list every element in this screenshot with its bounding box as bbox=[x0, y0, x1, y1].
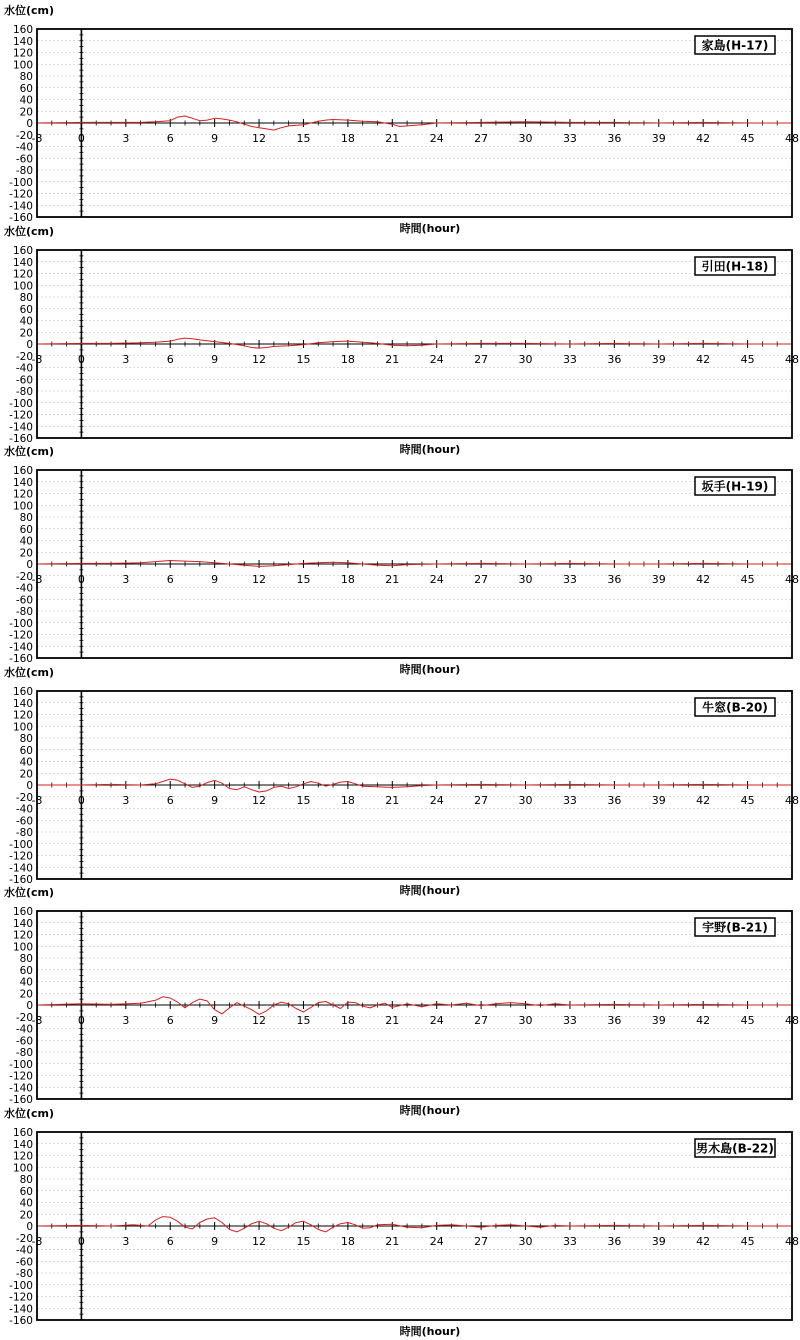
x-tick-label: 9 bbox=[211, 353, 219, 366]
x-tick-label: 9 bbox=[211, 132, 219, 145]
x-tick-label: 9 bbox=[211, 794, 219, 807]
y-tick-label: -80 bbox=[15, 827, 33, 839]
x-axis-label: 時間(hour) bbox=[399, 884, 461, 897]
x-tick-label: 33 bbox=[562, 1014, 577, 1027]
y-tick-label: 0 bbox=[26, 118, 33, 130]
x-tick-label: 21 bbox=[385, 1014, 400, 1027]
x-tick-label: 27 bbox=[474, 1235, 489, 1248]
x-tick-label: 39 bbox=[651, 794, 666, 807]
y-tick-label: 20 bbox=[19, 768, 33, 781]
y-tick-label: 100 bbox=[12, 941, 33, 954]
x-tick-label: -3 bbox=[31, 1014, 43, 1027]
x-tick-label: 21 bbox=[385, 353, 400, 366]
y-tick-label: -60 bbox=[15, 374, 33, 387]
x-tick-label: 15 bbox=[296, 1235, 311, 1248]
x-tick-label: 48 bbox=[785, 132, 799, 145]
y-tick-label: -100 bbox=[9, 617, 33, 630]
y-tick-label: -160 bbox=[9, 1315, 33, 1327]
y-tick-label: -80 bbox=[15, 1047, 33, 1059]
station-label: 引田(H-18) bbox=[701, 259, 769, 274]
x-tick-label: 27 bbox=[474, 132, 489, 145]
y-tick-label: 0 bbox=[26, 780, 33, 792]
x-tick-label: -3 bbox=[31, 132, 43, 145]
x-tick-label: 18 bbox=[340, 794, 355, 807]
x-tick-label: 45 bbox=[740, 1235, 755, 1248]
station-label: 家島(H-17) bbox=[701, 38, 769, 53]
x-tick-label: 0 bbox=[77, 794, 85, 807]
chart-panel-2 bbox=[4, 224, 799, 456]
y-tick-label: -140 bbox=[9, 421, 33, 434]
station-label: 牛窓(B-20) bbox=[702, 700, 768, 715]
x-tick-label: 48 bbox=[785, 1235, 799, 1248]
x-tick-label: 42 bbox=[696, 573, 711, 586]
y-tick-label: -120 bbox=[9, 850, 33, 863]
x-tick-label: 30 bbox=[518, 132, 533, 145]
x-tick-label: 48 bbox=[785, 573, 799, 586]
x-tick-label: 12 bbox=[252, 132, 267, 145]
y-tick-label: 80 bbox=[19, 953, 33, 965]
y-tick-label: 80 bbox=[19, 512, 33, 524]
y-tick-label: -160 bbox=[9, 1094, 33, 1106]
y-tick-label: 160 bbox=[12, 24, 33, 36]
x-tick-label: 18 bbox=[340, 573, 355, 586]
x-tick-label: 0 bbox=[77, 132, 85, 145]
x-tick-label: 3 bbox=[122, 794, 130, 807]
y-tick-label: -40 bbox=[15, 1244, 33, 1257]
y-tick-label: -20 bbox=[15, 570, 33, 583]
y-tick-label: -100 bbox=[9, 838, 33, 851]
x-axis-label: 時間(hour) bbox=[399, 222, 461, 235]
y-tick-label: 40 bbox=[19, 315, 33, 328]
x-tick-label: 27 bbox=[474, 1014, 489, 1027]
x-tick-label: 45 bbox=[740, 794, 755, 807]
series-line-1 bbox=[37, 1217, 792, 1232]
y-tick-label: 120 bbox=[12, 929, 33, 942]
x-tick-label: 0 bbox=[77, 1014, 85, 1027]
y-tick-label: 40 bbox=[19, 976, 33, 989]
y-tick-label: 60 bbox=[19, 82, 33, 95]
y-tick-label: -20 bbox=[15, 791, 33, 804]
y-tick-label: -20 bbox=[15, 129, 33, 142]
y-tick-label: -60 bbox=[15, 1256, 33, 1269]
y-tick-label: -120 bbox=[9, 409, 33, 422]
x-tick-label: 36 bbox=[607, 1235, 622, 1248]
x-tick-label: 3 bbox=[122, 573, 130, 586]
x-tick-label: 0 bbox=[77, 353, 85, 366]
y-tick-label: 80 bbox=[19, 71, 33, 83]
y-tick-label: -160 bbox=[9, 212, 33, 224]
x-tick-label: 33 bbox=[562, 1235, 577, 1248]
x-tick-label: 12 bbox=[252, 794, 267, 807]
chart-panel-3 bbox=[4, 444, 799, 676]
x-tick-label: 33 bbox=[562, 132, 577, 145]
x-tick-label: 21 bbox=[385, 794, 400, 807]
x-tick-label: 39 bbox=[651, 353, 666, 366]
x-tick-label: 36 bbox=[607, 794, 622, 807]
x-tick-label: 21 bbox=[385, 132, 400, 145]
x-tick-label: 12 bbox=[252, 353, 267, 366]
y-tick-label: 60 bbox=[19, 964, 33, 977]
x-tick-label: 30 bbox=[518, 1235, 533, 1248]
x-tick-label: 45 bbox=[740, 573, 755, 586]
y-tick-label: -60 bbox=[15, 1035, 33, 1048]
y-tick-label: -140 bbox=[9, 1082, 33, 1095]
x-tick-label: -3 bbox=[31, 353, 43, 366]
x-tick-label: 27 bbox=[474, 353, 489, 366]
x-tick-label: -3 bbox=[31, 573, 43, 586]
y-tick-label: 160 bbox=[12, 1127, 33, 1139]
x-tick-label: 0 bbox=[77, 1235, 85, 1248]
y-tick-label: 20 bbox=[19, 1209, 33, 1222]
x-tick-label: -3 bbox=[31, 1235, 43, 1248]
station-label: 宇野(B-21) bbox=[702, 920, 768, 935]
x-tick-label: 18 bbox=[340, 1235, 355, 1248]
x-tick-label: 6 bbox=[166, 794, 174, 807]
y-tick-label: -160 bbox=[9, 653, 33, 665]
y-axis-label: 水位(cm) bbox=[4, 445, 55, 458]
y-tick-label: -140 bbox=[9, 1303, 33, 1316]
x-tick-label: 30 bbox=[518, 573, 533, 586]
y-tick-label: -100 bbox=[9, 397, 33, 410]
station-label: 坂手(H-19) bbox=[701, 479, 769, 494]
x-tick-label: 30 bbox=[518, 794, 533, 807]
x-tick-label: 45 bbox=[740, 353, 755, 366]
x-tick-label: 3 bbox=[122, 1014, 130, 1027]
x-tick-label: 33 bbox=[562, 353, 577, 366]
y-tick-label: 120 bbox=[12, 488, 33, 501]
x-tick-label: 6 bbox=[166, 1014, 174, 1027]
x-tick-label: 42 bbox=[696, 1235, 711, 1248]
y-tick-label: 60 bbox=[19, 744, 33, 757]
x-tick-label: 30 bbox=[518, 353, 533, 366]
series-line-1 bbox=[37, 997, 792, 1015]
y-axis-label: 水位(cm) bbox=[4, 1107, 55, 1120]
x-tick-label: 12 bbox=[252, 573, 267, 586]
y-tick-label: 20 bbox=[19, 547, 33, 560]
x-tick-label: 15 bbox=[296, 353, 311, 366]
x-tick-label: 39 bbox=[651, 132, 666, 145]
x-tick-label: 33 bbox=[562, 794, 577, 807]
y-axis-label: 水位(cm) bbox=[4, 666, 55, 679]
series-line-1 bbox=[37, 338, 792, 348]
x-tick-label: 12 bbox=[252, 1014, 267, 1027]
chart-panel-1 bbox=[4, 3, 799, 235]
y-tick-label: 120 bbox=[12, 47, 33, 60]
y-tick-label: -120 bbox=[9, 188, 33, 201]
x-tick-label: 9 bbox=[211, 573, 219, 586]
x-tick-label: 15 bbox=[296, 573, 311, 586]
x-tick-label: 18 bbox=[340, 1014, 355, 1027]
y-tick-label: 100 bbox=[12, 1162, 33, 1175]
x-tick-label: 48 bbox=[785, 794, 799, 807]
x-tick-label: 27 bbox=[474, 794, 489, 807]
x-tick-label: 39 bbox=[651, 1235, 666, 1248]
y-tick-label: -100 bbox=[9, 1058, 33, 1071]
y-tick-label: 140 bbox=[12, 35, 33, 48]
y-tick-label: 120 bbox=[12, 268, 33, 281]
x-tick-label: 36 bbox=[607, 1014, 622, 1027]
y-tick-label: -60 bbox=[15, 594, 33, 607]
x-tick-label: 45 bbox=[740, 132, 755, 145]
y-tick-label: -40 bbox=[15, 1023, 33, 1036]
x-tick-label: 18 bbox=[340, 353, 355, 366]
y-tick-label: 140 bbox=[12, 476, 33, 489]
y-tick-label: -20 bbox=[15, 1232, 33, 1245]
y-axis-label: 水位(cm) bbox=[4, 886, 55, 899]
y-tick-label: 20 bbox=[19, 327, 33, 340]
y-tick-label: 160 bbox=[12, 906, 33, 918]
y-tick-label: -20 bbox=[15, 1011, 33, 1024]
x-tick-label: 0 bbox=[77, 573, 85, 586]
x-tick-label: 30 bbox=[518, 1014, 533, 1027]
y-tick-label: -80 bbox=[15, 1268, 33, 1280]
x-tick-label: 36 bbox=[607, 353, 622, 366]
y-tick-label: 160 bbox=[12, 245, 33, 257]
y-tick-label: 40 bbox=[19, 94, 33, 107]
chart-panel-5 bbox=[4, 885, 799, 1117]
y-tick-label: 60 bbox=[19, 523, 33, 536]
x-tick-label: 24 bbox=[429, 353, 444, 366]
y-tick-label: 40 bbox=[19, 1197, 33, 1210]
chart-panel-6 bbox=[4, 1106, 799, 1338]
x-tick-label: 24 bbox=[429, 132, 444, 145]
x-tick-label: 15 bbox=[296, 132, 311, 145]
y-tick-label: 60 bbox=[19, 1185, 33, 1198]
y-tick-label: 20 bbox=[19, 988, 33, 1001]
y-tick-label: -120 bbox=[9, 1291, 33, 1304]
x-tick-label: 21 bbox=[385, 573, 400, 586]
y-tick-label: -120 bbox=[9, 1070, 33, 1083]
y-tick-label: -160 bbox=[9, 433, 33, 445]
y-tick-label: -160 bbox=[9, 874, 33, 886]
y-tick-label: 60 bbox=[19, 303, 33, 316]
x-tick-label: 9 bbox=[211, 1014, 219, 1027]
x-tick-label: 42 bbox=[696, 794, 711, 807]
y-tick-label: 140 bbox=[12, 917, 33, 930]
y-tick-label: 100 bbox=[12, 500, 33, 513]
x-tick-label: 42 bbox=[696, 132, 711, 145]
y-tick-label: -120 bbox=[9, 629, 33, 642]
y-tick-label: 140 bbox=[12, 697, 33, 710]
y-tick-label: -40 bbox=[15, 582, 33, 595]
y-tick-label: -80 bbox=[15, 165, 33, 177]
x-tick-label: 24 bbox=[429, 1235, 444, 1248]
x-tick-label: 36 bbox=[607, 573, 622, 586]
y-tick-label: 80 bbox=[19, 292, 33, 304]
x-tick-label: 45 bbox=[740, 1014, 755, 1027]
y-tick-label: -60 bbox=[15, 815, 33, 828]
y-tick-label: 140 bbox=[12, 1138, 33, 1151]
y-tick-label: -140 bbox=[9, 862, 33, 875]
y-tick-label: 0 bbox=[26, 1000, 33, 1012]
y-tick-label: -140 bbox=[9, 641, 33, 654]
x-tick-label: 24 bbox=[429, 794, 444, 807]
y-axis-label: 水位(cm) bbox=[4, 225, 55, 238]
x-tick-label: 39 bbox=[651, 1014, 666, 1027]
x-tick-label: 36 bbox=[607, 132, 622, 145]
x-tick-label: 24 bbox=[429, 573, 444, 586]
x-axis-label: 時間(hour) bbox=[399, 443, 461, 456]
y-tick-label: -40 bbox=[15, 141, 33, 154]
station-label: 男木島(B-22) bbox=[696, 1141, 774, 1156]
y-tick-label: 120 bbox=[12, 709, 33, 722]
x-tick-label: 39 bbox=[651, 573, 666, 586]
x-tick-label: 18 bbox=[340, 132, 355, 145]
y-tick-label: -100 bbox=[9, 176, 33, 189]
y-tick-label: 100 bbox=[12, 59, 33, 72]
y-tick-label: -60 bbox=[15, 153, 33, 166]
x-axis-label: 時間(hour) bbox=[399, 1325, 461, 1338]
x-tick-label: 6 bbox=[166, 132, 174, 145]
x-tick-label: 21 bbox=[385, 1235, 400, 1248]
x-tick-label: 15 bbox=[296, 794, 311, 807]
x-tick-label: 6 bbox=[166, 573, 174, 586]
y-tick-label: 0 bbox=[26, 1221, 33, 1233]
y-tick-label: -140 bbox=[9, 200, 33, 213]
x-axis-label: 時間(hour) bbox=[399, 663, 461, 676]
x-tick-label: 42 bbox=[696, 1014, 711, 1027]
x-tick-label: 6 bbox=[166, 353, 174, 366]
y-tick-label: 0 bbox=[26, 559, 33, 571]
y-tick-label: 80 bbox=[19, 733, 33, 745]
y-tick-label: 100 bbox=[12, 280, 33, 293]
x-tick-label: 48 bbox=[785, 353, 799, 366]
y-tick-label: 140 bbox=[12, 256, 33, 269]
x-tick-label: -3 bbox=[31, 794, 43, 807]
y-tick-label: 80 bbox=[19, 1174, 33, 1186]
x-tick-label: 33 bbox=[562, 573, 577, 586]
chart-panel-4 bbox=[4, 665, 799, 897]
y-tick-label: 20 bbox=[19, 106, 33, 119]
y-tick-label: -80 bbox=[15, 386, 33, 398]
y-tick-label: 40 bbox=[19, 535, 33, 548]
y-tick-label: 100 bbox=[12, 721, 33, 734]
y-tick-label: 40 bbox=[19, 756, 33, 769]
x-tick-label: 27 bbox=[474, 573, 489, 586]
x-axis-label: 時間(hour) bbox=[399, 1104, 461, 1117]
x-tick-label: 12 bbox=[252, 1235, 267, 1248]
x-tick-label: 48 bbox=[785, 1014, 799, 1027]
x-tick-label: 24 bbox=[429, 1014, 444, 1027]
y-tick-label: -20 bbox=[15, 350, 33, 363]
y-tick-label: -40 bbox=[15, 803, 33, 816]
x-tick-label: 9 bbox=[211, 1235, 219, 1248]
y-tick-label: -40 bbox=[15, 362, 33, 375]
x-tick-label: 15 bbox=[296, 1014, 311, 1027]
x-tick-label: 42 bbox=[696, 353, 711, 366]
y-axis-label: 水位(cm) bbox=[4, 4, 55, 17]
x-tick-label: 3 bbox=[122, 353, 130, 366]
x-tick-label: 3 bbox=[122, 132, 130, 145]
x-tick-label: 3 bbox=[122, 1235, 130, 1248]
y-tick-label: -80 bbox=[15, 606, 33, 618]
y-tick-label: 160 bbox=[12, 686, 33, 698]
y-tick-label: 0 bbox=[26, 339, 33, 351]
y-tick-label: 120 bbox=[12, 1150, 33, 1163]
y-tick-label: -100 bbox=[9, 1279, 33, 1292]
y-tick-label: 160 bbox=[12, 465, 33, 477]
x-tick-label: 6 bbox=[166, 1235, 174, 1248]
